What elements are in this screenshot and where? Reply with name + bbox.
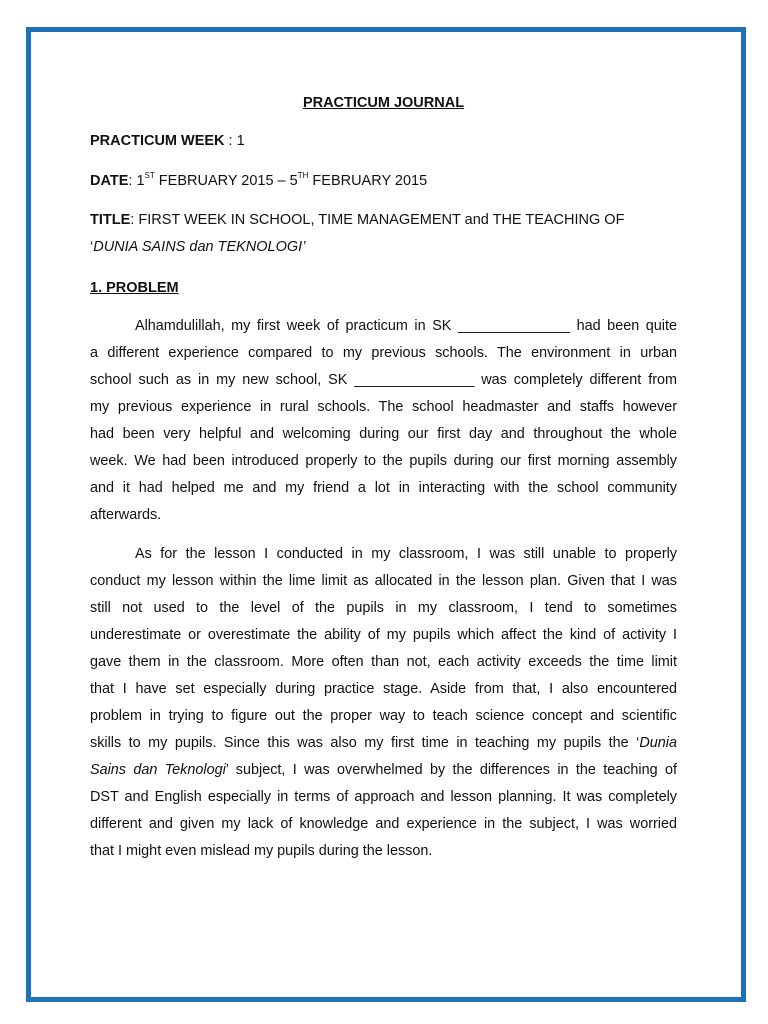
- section-heading-problem: 1. PROBLEM: [90, 280, 179, 296]
- paragraph-1-line: afterwards.: [90, 507, 162, 523]
- title-value-line2: DUNIA SAINS dan TEKNOLOGI’: [93, 239, 306, 255]
- paragraph-1-line: and it had helped me and my friend a lot in interacting with the school community: [90, 480, 677, 496]
- paragraph-2-line: As for the lesson I conducted in my classroom, I was still unable to properly: [135, 546, 677, 562]
- paragraph-2-line: conduct my lesson within the lime limit as allocated in the lesson plan. Given that I was: [90, 573, 677, 589]
- paragraph-2-line: that I might even mislead my pupils during the lesson.: [90, 843, 433, 859]
- title-value-line1: FIRST WEEK IN SCHOOL, TIME MANAGEMENT and THE TEACHING OF: [138, 212, 625, 228]
- date-end-rest: FEBRUARY 2015: [308, 173, 428, 189]
- practicum-week-field: [90, 132, 677, 150]
- paragraph-2-line8-text: skills to my pupils. Since this was also my first time in teaching my pupils the ‘: [90, 735, 640, 751]
- paragraph-2-line: underestimate or overestimate the ability of my pupils which affect the kind of activity I: [90, 627, 677, 643]
- date-label: DATE: [90, 173, 129, 189]
- paragraph-1-line: Alhamdulillah, my first week of practicum in SK ______________ had been quite: [135, 318, 677, 334]
- paragraph-1-line: my previous experience in rural schools. The school headmaster and staffs however: [90, 399, 677, 415]
- paragraph-2-line: [90, 730, 677, 757]
- paragraph-2-line: [90, 757, 677, 784]
- practicum-week-label: PRACTICUM WEEK: [90, 133, 225, 149]
- paragraph-2-line9-text: ’ subject, I was overwhelmed by the differences in the teaching of: [225, 762, 677, 778]
- paragraph-1: [90, 313, 677, 529]
- paragraph-1-line: a different experience compared to my previous schools. The environment in urban: [90, 345, 677, 361]
- paragraph-2-line: gave them in the classroom. More often than not, each activity exceeds the time limit: [90, 654, 677, 670]
- title-separator: :: [130, 212, 139, 228]
- paragraph-2-line: DST and English especially in terms of approach and lesson planning. It was completely: [90, 789, 677, 805]
- paragraph-2-line8-italic: Dunia: [639, 735, 677, 751]
- paragraph-1-line: week. We had been introduced properly to the pupils during our first morning assembly: [90, 453, 677, 469]
- paragraph-2-line: problem in trying to figure out the proper way to teach science concept and scientific: [90, 708, 677, 724]
- practicum-week-value: 1: [236, 133, 245, 149]
- title-field: [90, 207, 677, 261]
- title-label: TITLE: [90, 212, 131, 228]
- date-field: [90, 172, 677, 190]
- date-end-suffix: TH: [297, 171, 309, 181]
- paragraph-2-line: still not used to the level of the pupils in my classroom, I tend to sometimes: [90, 600, 677, 616]
- date-start-suffix: ST: [144, 171, 155, 181]
- paragraph-2-line: different and given my lack of knowledge and experience in the subject, I was worried: [90, 816, 677, 832]
- title-quote-open: ‘: [90, 239, 94, 255]
- date-start-day: 1: [136, 173, 145, 189]
- date-separator: :: [128, 173, 137, 189]
- date-start-rest: FEBRUARY 2015 – 5: [154, 173, 298, 189]
- paragraph-1-line: had been very helpful and welcoming during our first day and throughout the whole: [90, 426, 677, 442]
- practicum-week-separator: :: [224, 133, 237, 149]
- paragraph-2-line9-italic: Sains dan Teknologi: [90, 762, 226, 778]
- paragraph-2: [90, 541, 677, 865]
- journal-title: PRACTICUM JOURNAL: [302, 95, 465, 111]
- paragraph-2-line: that I have set especially during practice stage. Aside from that, I also encountered: [90, 681, 677, 697]
- paragraph-1-line: school such as in my new school, SK _______________ was completely different from: [90, 372, 677, 388]
